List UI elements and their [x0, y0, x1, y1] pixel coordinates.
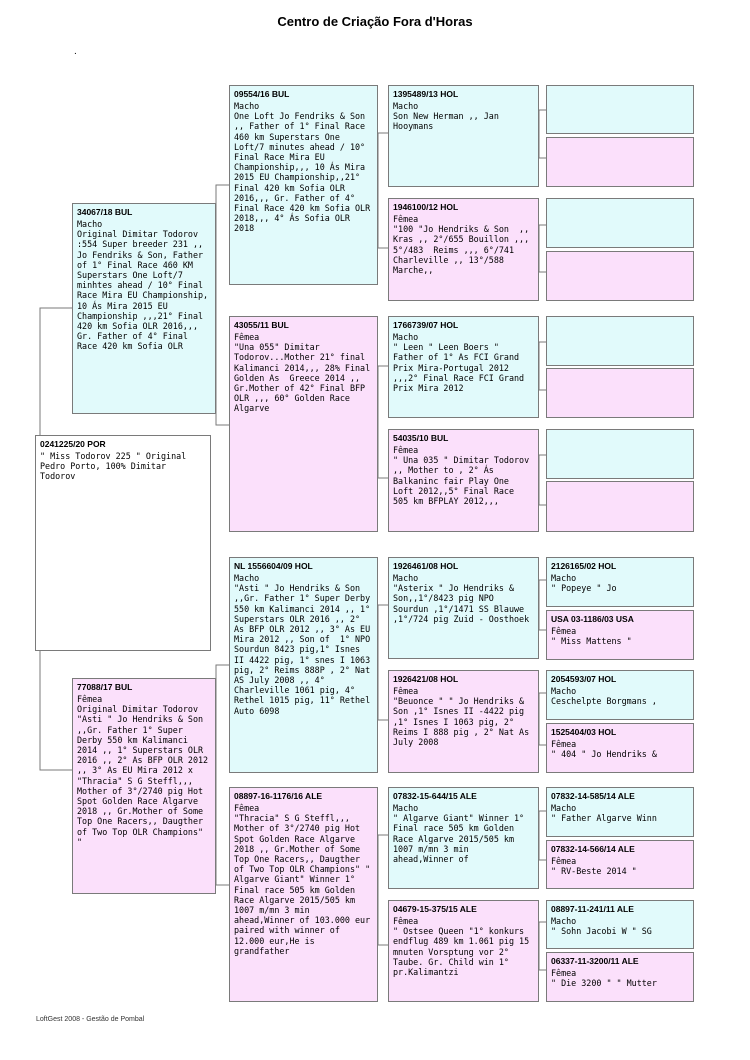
ring-number: NL 1556604/09 HOL — [234, 561, 313, 571]
sex-label: Fêmea — [551, 626, 577, 636]
pedigree-card-empty[interactable] — [546, 316, 694, 366]
card-description: Ceschelpte Borgmans , — [551, 696, 657, 707]
card-description: One Loft Jo Fendriks & Son ,, Father of 1° Final Race 460 km Superstars One Loft/7 minutes ahead / 10° Final Race Mira EU Championship,,, 10 Ás Mira 2015 EU Championship,,21° Final 420 km Sofia OLR 2016,,, Gr. Father of 4° Final Race 420 km Sofia OLR 2018,,, 4° Ás Sofia OLR 2018 — [234, 111, 376, 234]
card-description: " Algarve Giant" Winner 1° Final race 505 km Golden Race Algarve 2015/505 km 1007 m/mn 3 min ahead,Winner of — [393, 813, 530, 865]
pedigree-card-dsds[interactable] — [546, 670, 694, 720]
pedigree-card-empty[interactable] — [546, 137, 694, 187]
ring-number: 1766739/07 HOL — [393, 320, 459, 330]
sex-label: Macho — [234, 101, 260, 111]
sex-label: Fêmea — [393, 214, 419, 224]
card-description: "Asti " Jo Hendriks & Son ,,Gr. Father 1° Super Derby 550 km Kalimanci 2014 ,, 1° Superstars OLR 2016 ,, 2° As BFP OLR 2012 ,, 3° As EU Mira 2012 ,, Son of 1° NPO Sourdun 8423 pig,1° Isnes II 4422 pig, 1° snes I 1063 pig, 2° Reims 888P , 2° Nat AS July 2008 ,, 4° Charleville 1061 pig, 4° Rethel 1015 pig, 11° Rethel Auto 6098 — [234, 583, 376, 716]
sex-label: Fêmea — [234, 803, 260, 813]
card-description: "100 "Jo Hendriks & Son ,, Kras ,, 2°/655 Bouillon ,,, 5°/483 Reims ,,, 6°/741 Charleville ,, 13°/588 Marche,, — [393, 224, 535, 276]
card-description: Original Dimitar Todorov "Asti " Jo Hendriks & Son ,,Gr. Father 1° Super Derby 550 km Kalimanci 2014 ,, 1° Superstars OLR 2016 ,, 2° As BFP OLR 2012 ,, 3° As EU Mira 2012 x "Thracia" S G Steffl,,, Mother of 3°/2740 pig Hot Spot Golden Race Algarve 2018 ,, Gr.Mother of Some Top One Racers,, Daugther of Two Top OLR Champions" " — [77, 704, 214, 847]
sex-label: Fêmea — [234, 332, 260, 342]
pedigree-card-ddd[interactable] — [388, 900, 539, 1002]
card-description: " Father Algarve Winn — [551, 813, 657, 824]
pedigree-card-sire[interactable] — [72, 203, 216, 414]
sex-label: Macho — [234, 573, 260, 583]
ring-number: 1395489/13 HOL — [393, 89, 459, 99]
sex-label: Macho — [393, 803, 419, 813]
sex-label: Macho — [393, 101, 419, 111]
card-description: " Leen " Leen Boers " Father of 1° As FCI Grand Prix Mira-Portugal 2012 ,,,2° Final Race FCI Grand Prix Mira 2012 — [393, 342, 530, 394]
sex-label: Macho — [551, 803, 577, 813]
card-description: " Miss Mattens " — [551, 636, 632, 647]
sex-label: Fêmea — [393, 686, 419, 696]
sex-label: Macho — [393, 332, 419, 342]
pedigree-card-empty[interactable] — [546, 198, 694, 248]
pedigree-card-dsss[interactable] — [546, 557, 694, 607]
card-description: Original Dimitar Todorov :554 Super breeder 231 ,, Jo Fendriks & Son, Father of 1° Final Race 460 KM Superstars One Loft/7 minhtes ahead / 10° Final Race Mira EU Championship, 10 Ás Mira 2015 EU Championship ,,,21° Final 420 km Sofia OLR 2016,,, Gr. Father of 4° Final Race 420 km Sofia OLR — [77, 229, 214, 352]
card-description: "Asterix " Jo Hendriks & Son,,1°/8423 pig NPO Sourdun ,1°/1471 SS Blauwe ,1°/724 pig Zuid - Oosthoek — [393, 583, 530, 624]
ring-number: 1926421/08 HOL — [393, 674, 459, 684]
pedigree-card-dam-sire[interactable] — [229, 557, 378, 773]
sex-label: Fêmea — [393, 916, 419, 926]
sex-label: Fêmea — [551, 739, 577, 749]
card-description: " Popeye " Jo — [551, 583, 617, 594]
sex-label: Macho — [551, 916, 577, 926]
pedigree-card-dsd[interactable] — [388, 670, 539, 773]
card-description: " RV-Beste 2014 " — [551, 866, 637, 877]
card-description: " Miss Todorov 225 " Original Pedro Porto, 100% Dimitar Todorov — [40, 451, 192, 482]
sex-label: Fêmea — [77, 694, 103, 704]
sex-label: Fêmea — [393, 445, 419, 455]
pedigree-card-ddsd[interactable] — [546, 840, 694, 889]
pedigree-card-sds[interactable] — [388, 316, 539, 418]
ring-number: 2126165/02 HOL — [551, 561, 617, 571]
pedigree-card-dam-dam[interactable] — [229, 787, 378, 1002]
pedigree-card-sire-sire[interactable] — [229, 85, 378, 285]
pedigree-card-ddss[interactable] — [546, 787, 694, 837]
ring-number: 2054593/07 HOL — [551, 674, 617, 684]
ring-number: 07832-14-585/14 ALE — [551, 791, 635, 801]
card-description: Son New Herman ,, Jan Hooymans — [393, 111, 504, 132]
pedigree-card-ssd[interactable] — [388, 198, 539, 301]
ring-number: 07832-15-644/15 ALE — [393, 791, 477, 801]
ring-number: 08897-11-241/11 ALE — [551, 904, 634, 914]
sex-label: Fêmea — [551, 856, 577, 866]
ring-number: USA 03-1186/03 USA — [551, 614, 634, 624]
pedigree-card-empty[interactable] — [546, 429, 694, 479]
pedigree-card-sdd[interactable] — [388, 429, 539, 532]
card-description: " Ostsee Queen "1° konkurs endflug 489 km 1.061 pig 15 mnuten Vorsptung vor 2° Taube. Gr. Child win 1° pr.Kalimantzi — [393, 926, 535, 978]
card-description: "Una 055" Dimitar Todorov...Mother 21° final Kalimanci 2014,,, 28% Final Golden As Greece 2014 ,, Gr.Mother of 42° Final BFP OLR ,,, 60° Golden Race Algarve — [234, 342, 376, 414]
pedigree-card-dssd[interactable] — [546, 610, 694, 660]
ring-number: 06337-11-3200/11 ALE — [551, 956, 639, 966]
ring-number: 54035/10 BUL — [393, 433, 449, 443]
pedigree-card-dds[interactable] — [388, 787, 539, 889]
pedigree-card-empty[interactable] — [546, 368, 694, 418]
pedigree-card-empty[interactable] — [546, 85, 694, 134]
footer-credit: LoftGest 2008 - Gestão de Pombal — [36, 1016, 145, 1023]
sex-label: Macho — [393, 573, 419, 583]
ring-number: 77088/17 BUL — [77, 682, 133, 692]
ring-number: 1525404/03 HOL — [551, 727, 617, 737]
card-description: "Thracia" S G Steffl,,, Mother of 3°/2740 pig Hot Spot Golden Race Algarve 2018 ,, Gr.Mother of Some Top One Racers,, Daugther of Two Top OLR Champions" " Algarve Giant" Winner 1° Final race 505 km Golden Race Algarve 2015/505 km 1007 m/mn 3 min ahead,Winner of 103.000 eur paired with winner of 12.000 eur,He is grandfather — [234, 813, 376, 956]
pedigree-card-dddd[interactable] — [546, 952, 694, 1002]
sex-label: Fêmea — [551, 968, 577, 978]
ring-number: 07832-14-566/14 ALE — [551, 844, 635, 854]
pedigree-card-empty[interactable] — [546, 251, 694, 301]
card-description: " Una 035 " Dimitar Todorov ,, Mother to , 2° Ás Balkaninc fair Play One Loft 2012,,5° Final Race 505 km BFPLAY 2012,,, — [393, 455, 535, 507]
sex-label: Macho — [551, 573, 577, 583]
pedigree-card-dam[interactable] — [72, 678, 216, 894]
ring-number: 0241225/20 POR — [40, 439, 106, 449]
page-title: Centro de Criação Fora d'Horas — [277, 14, 473, 29]
card-description: " Die 3200 " " Mutter — [551, 978, 657, 989]
pedigree-card-dsdd[interactable] — [546, 723, 694, 773]
sex-label: Macho — [77, 219, 103, 229]
sex-label: Macho — [551, 686, 577, 696]
pedigree-card-ddds[interactable] — [546, 900, 694, 949]
pedigree-card-subject[interactable] — [35, 435, 211, 651]
ring-number: 04679-15-375/15 ALE — [393, 904, 477, 914]
ring-number: 1926461/08 HOL — [393, 561, 459, 571]
pedigree-card-sire-dam[interactable] — [229, 316, 378, 532]
ring-number: 34067/18 BUL — [77, 207, 133, 217]
ring-number: 08897-16-1176/16 ALE — [234, 791, 323, 801]
ring-number: 09554/16 BUL — [234, 89, 290, 99]
pedigree-card-dss[interactable] — [388, 557, 539, 659]
ring-number: 1946100/12 HOL — [393, 202, 459, 212]
ring-number: 43055/11 BUL — [234, 320, 289, 330]
card-description: " Sohn Jacobi W " SG — [551, 926, 652, 937]
pedigree-card-empty[interactable] — [546, 481, 694, 532]
card-description: "Beuonce " " Jo Hendriks & Son ,1° Isnes II -4422 pig ,1° Isnes I 1063 pig, 2° Reims I 888 pig , 2° Nat As July 2008 — [393, 696, 535, 748]
pedigree-card-sss[interactable] — [388, 85, 539, 187]
card-description: " 404 " Jo Hendriks & — [551, 749, 657, 760]
stray-dot: . — [74, 46, 77, 57]
